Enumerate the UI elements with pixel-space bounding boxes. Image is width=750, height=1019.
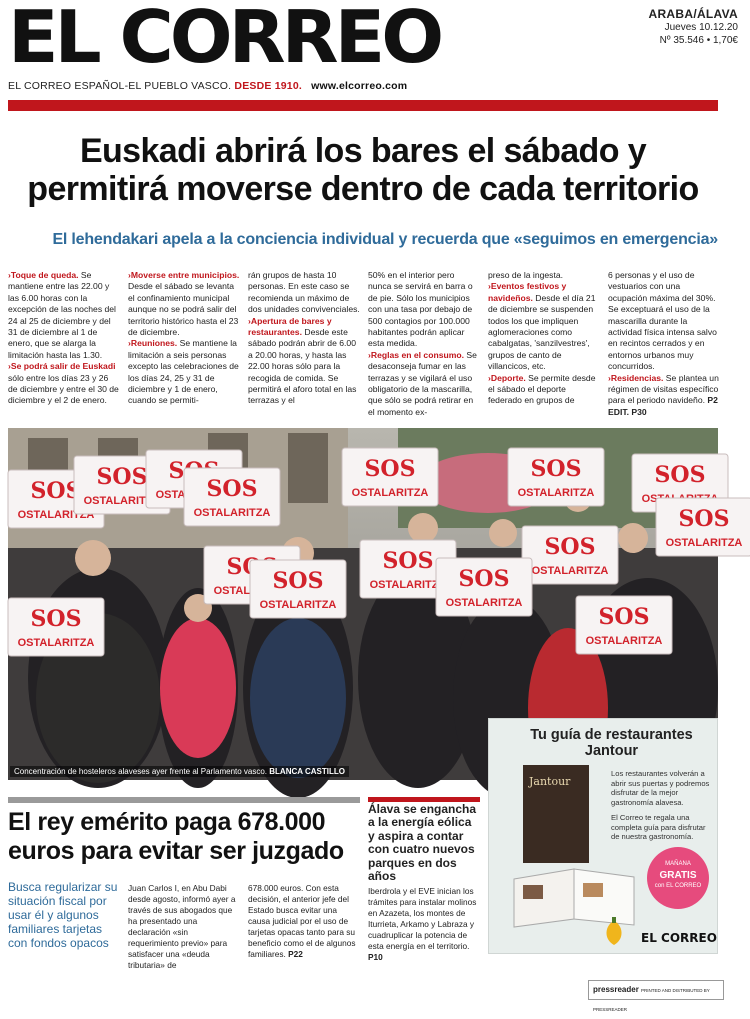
caption-text: Concentración de hosteleros alaveses ayer frente al Parlamento vasco.: [14, 767, 268, 776]
pressreader-text: PRINTED AND DISTRIBUTED BY PRESSREADER: [593, 988, 710, 1012]
alava-body: Iberdrola y el EVE inician los trámites para instalar molinos en Azazeta, los montes de Iturrieta, Arkamo y Labraza y cuadruplicar la potencia de esta energía en el territorio.: [368, 886, 477, 951]
column-text: Se mantiene la limitación a seis personas excepto las celebraciones de los días 24, 25 y 31 de diciembre y 1 de enero, cuando se permiti-: [128, 338, 239, 406]
badge-day: MAÑANA: [665, 861, 691, 867]
column-text: Se plantea un régimen de visitas específico para el periodo navideño.: [608, 372, 719, 406]
column-text: rán grupos de hasta 10 personas. En este caso se recomienda un máximo de dos unidades convivenciales.: [248, 270, 360, 315]
tagline-since: DESDE 1910.: [234, 80, 302, 92]
photo-credit: BLANCA CASTILLO: [269, 767, 345, 776]
bullet-arrow: ›: [368, 349, 371, 360]
main-subhead: El lehendakari apela a la conciencia individual y recuerda que «seguimos en emergencia»: [52, 231, 718, 248]
pressreader-box: [588, 980, 724, 1012]
column-text: preso de la ingesta.: [488, 270, 564, 280]
kicker: Toque de queda.: [10, 270, 79, 280]
bullet-arrow: ›: [608, 372, 611, 383]
edition-name: ARABA/ÁLAVA: [648, 7, 738, 21]
tagline-web[interactable]: www.elcorreo.com: [311, 80, 408, 92]
page-ref: P22: [285, 949, 303, 959]
king-column-2: [248, 883, 360, 960]
column-2: [128, 270, 240, 407]
column-text: Se desaconseja fumar en las terrazas y se vigilará el uso obligatorio de la mascarilla, que sólo se podrá retirar en el momento ex-: [368, 349, 477, 417]
bullet-arrow: ›: [8, 361, 11, 372]
king-column-1: Juan Carlos I, en Abu Dabi desde agosto, informó ayer a través de sus abogados que ha presentado una declaración «sin requerimiento previo» para satisfacer una «deuda tributaria» de: [128, 883, 236, 970]
kicker: Reuniones.: [130, 338, 178, 349]
bullet-arrow: ›: [248, 315, 251, 326]
kicker: Apertura de bares y restaurantes.: [248, 315, 332, 338]
alava-text: [368, 886, 480, 963]
tagline: [8, 80, 407, 92]
ad-brand-logo: EL CORREO: [641, 931, 717, 945]
measures-columns: [8, 270, 718, 422]
jantour-ad[interactable]: [488, 718, 718, 954]
main-headline[interactable]: Euskadi abrirá los bares el sábado y permitirá moverse dentro de cada territorio: [27, 132, 699, 208]
ad-text-2: El Correo te regala una completa guía para disfrutar de nuestra gastronomía.: [611, 813, 706, 841]
column-text: 50% en el interior pero nunca se servirá en barra o de pie. Sólo los municipios con una tasa por debajo de 500 contagios por 100.000 habitantes podrán aplicar esta medida.: [368, 270, 473, 349]
badge-with: con EL CORREO: [654, 883, 702, 889]
edition-info: [648, 8, 738, 47]
edition-number-price: Nº 35.546 • 1,70€: [659, 35, 738, 46]
column-text: 6 personas y el uso de vestuarios con una ocupación máxima del 30%. Se exceptuará el uso de la mascarilla durante la actividad física intensa salvo en recintos cerrados y en entornos urbanos muy concurridos.: [608, 270, 717, 372]
kicker: Moverse entre municipios.: [130, 270, 240, 280]
masthead: EL CORREO: [8, 0, 441, 80]
page-ref: P2 EDIT. P30: [608, 395, 718, 417]
column-text: Desde este sábado podrán abrir de 6.00 a 20.00 horas, y hasta las 22.00 horas sólo para la recogida de comida. Se permitirá el aforo total en las terrazas y el: [248, 327, 357, 406]
column-text: Desde el día 21 de diciembre se suspenden todos los que impliquen aglomeraciones como cabalgatas, 'sanzilvestres', grupos de canto de villancicos, etc.: [488, 292, 596, 372]
edition-date: Jueves 10.12.20: [664, 22, 738, 33]
column-text: sólo entre los días 23 y 26 de diciembre y entre el 30 de diciembre y el 2 de enero.: [8, 372, 119, 406]
column-3: [248, 270, 360, 407]
bullet-arrow: ›: [8, 270, 11, 280]
column-5: [488, 270, 600, 407]
pressreader-logo: pressreader: [593, 985, 639, 994]
pepper-icon: [601, 917, 627, 947]
column-text: Se mantiene entre las 22.00 y las 6.00 horas con la excepción de las noches del 24 al 25 de diciembre y del 31 de diciembre al 1 de enero, que se alarga la limitación hasta las 1.30.: [8, 270, 116, 360]
kicker: Residencias.: [610, 372, 664, 383]
bullet-arrow: ›: [128, 270, 131, 280]
book-title: Jantour: [529, 775, 571, 788]
kicker: Eventos festivos y navideños.: [488, 281, 567, 303]
column-text: Desde el sábado se levanta el confinamiento municipal aunque no se podrá salir del territorio histórico hasta el 23 de diciembre.: [128, 281, 239, 338]
bullet-arrow: ›: [128, 338, 131, 349]
kicker: Reglas en el consumo.: [370, 349, 465, 360]
page-ref: P10: [368, 952, 383, 962]
ad-title: Tu guía de restaurantes Jantour: [530, 727, 693, 759]
photo-caption: [10, 766, 349, 777]
badge-label: GRATIS: [659, 870, 697, 881]
column-6: [608, 270, 720, 418]
king-deck: Busca regularizar su situación fiscal por usar él y algunos familiares tarjetas con fondos opacos: [8, 880, 118, 950]
column-1: [8, 270, 120, 407]
kicker: Se podrá salir de Euskadi: [10, 361, 116, 372]
tagline-text: EL CORREO ESPAÑOL-EL PUEBLO VASCO.: [8, 80, 232, 92]
bullet-arrow: ›: [488, 281, 491, 292]
king-headline[interactable]: El rey emérito paga 678.000 euros para evitar ser juzgado: [8, 808, 344, 865]
kicker: Deporte.: [490, 372, 526, 383]
bullet-arrow: ›: [488, 372, 491, 383]
ad-text-1: Los restaurantes volverán a abrir sus puertas y podremos disfrutar de la mejor gastronomía alavesa.: [611, 769, 710, 807]
free-badge: [647, 847, 709, 909]
king-rule: [8, 797, 360, 803]
king-column-text: 678.000 euros. Con esta decisión, el anterior jefe del Estado busca evitar una causa judicial por el uso de tarjetas opacas tanto para su beneficio como el de algunos familiares.: [248, 883, 356, 959]
column-text: Se permite desde el sábado el deporte federado en grupos de: [488, 372, 596, 406]
column-4: [368, 270, 480, 418]
alava-headline[interactable]: Álava se engancha a la energía eólica y aspira a contar con cuatro nuevos parques en dos años: [368, 802, 477, 884]
header-red-bar: [8, 100, 718, 111]
